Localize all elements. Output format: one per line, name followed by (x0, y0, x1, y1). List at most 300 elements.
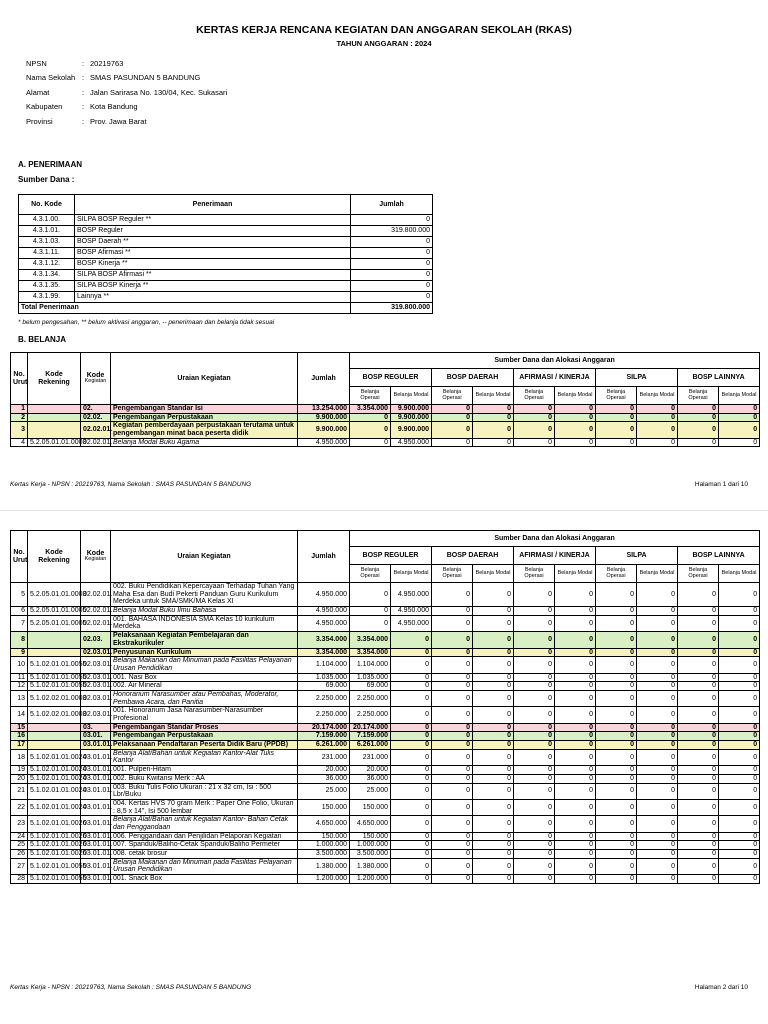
alokasi-cell: 0 (432, 413, 473, 422)
no-urut-cell: 23 (11, 816, 28, 832)
kode-kegiatan-cell: 02.02.01. (81, 615, 111, 631)
kode-kegiatan-cell: 02.03. (81, 632, 111, 648)
kode-kegiatan-cell: 03.01.01. (81, 766, 111, 775)
kode-rekening-cell: 5.1.02.01.01.0024 (28, 783, 81, 799)
alokasi-cell: 0 (391, 832, 432, 841)
alokasi-cell: 0 (637, 774, 678, 783)
alokasi-cell: 0 (432, 438, 473, 447)
penerimaan-name-cell: SILPA BOSP Afirmasi ** (75, 270, 351, 281)
alokasi-cell: 0 (637, 632, 678, 648)
alokasi-cell: 0 (719, 438, 760, 447)
alokasi-cell: 0 (391, 749, 432, 765)
uraian-cell: 001. Pulpen-Hitam (111, 766, 298, 775)
alokasi-cell: 4.950.000 (391, 438, 432, 447)
jumlah-cell: 231.000 (298, 749, 350, 765)
alokasi-cell: 0 (637, 841, 678, 850)
belanja-row (11, 682, 760, 691)
alokasi-cell: 0 (637, 749, 678, 765)
jumlah-cell: 7.159.000 (298, 732, 350, 741)
alokasi-cell: 0 (473, 816, 514, 832)
alokasi-cell: 0 (555, 816, 596, 832)
alokasi-cell: 0 (350, 438, 391, 447)
jumlah-cell: 150.000 (298, 832, 350, 841)
no-urut-cell: 1 (11, 405, 28, 414)
no-urut-cell: 16 (11, 732, 28, 741)
alokasi-cell: 0 (473, 648, 514, 657)
kode-kegiatan-cell: 02.02.01. (81, 583, 111, 607)
alokasi-cell: 0 (596, 405, 637, 414)
col-kegiatan-label: Kegiatan (84, 378, 107, 385)
alokasi-cell: 0 (514, 766, 555, 775)
uraian-cell: 001. Nasi Box (111, 673, 298, 682)
alokasi-cell: 25.000 (350, 783, 391, 799)
alokasi-cell: 0 (473, 413, 514, 422)
alokasi-cell: 0 (391, 766, 432, 775)
alokasi-cell: 0 (678, 732, 719, 741)
alokasi-cell: 0 (514, 632, 555, 648)
uraian-cell: Penyusunan Kurikulum (111, 648, 298, 657)
kode-kegiatan-cell: 02.03.01. (81, 690, 111, 706)
penerimaan-row (19, 248, 433, 259)
jumlah-cell: 6.261.000 (298, 741, 350, 750)
belanja-row (11, 723, 760, 732)
col-belanja-operasi: Belanja Operasi (350, 565, 391, 583)
kode-rekening-cell: 5.1.02.01.01.0055 (28, 657, 81, 673)
alokasi-cell: 0 (514, 858, 555, 874)
alokasi-cell: 0 (514, 690, 555, 706)
alokasi-cell: 0 (596, 657, 637, 673)
alokasi-cell: 0 (514, 615, 555, 631)
alokasi-cell: 0 (637, 690, 678, 706)
alokasi-cell: 0 (719, 405, 760, 414)
alokasi-cell: 0 (719, 741, 760, 750)
col-penerimaan: Penerimaan (75, 195, 351, 215)
footer-left-page2: Kertas Kerja - NPSN : 20219763, Nama Sekolah : SMAS PASUNDAN 5 BANDUNG (10, 984, 252, 991)
alokasi-cell: 0 (514, 438, 555, 447)
alokasi-cell: 0 (555, 832, 596, 841)
penerimaan-name-cell: BOSP Afirmasi ** (75, 248, 351, 259)
alokasi-cell: 4.650.000 (350, 816, 391, 832)
alokasi-cell: 0 (514, 749, 555, 765)
alokasi-cell: 0 (555, 774, 596, 783)
uraian-cell: Pengembangan Standar Isi (111, 405, 298, 414)
kode-rekening-cell: 5.1.02.01.01.0055 (28, 673, 81, 682)
alokasi-cell: 0 (678, 850, 719, 859)
kode-rekening-cell: 5.1.02.01.01.0024 (28, 749, 81, 765)
alokasi-cell: 0 (719, 732, 760, 741)
alokasi-cell: 0 (637, 422, 678, 438)
alokasi-cell: 0 (637, 799, 678, 815)
no-urut-cell: 9 (11, 648, 28, 657)
kode-kegiatan-cell: 02.02.01. (81, 607, 111, 616)
alokasi-cell: 0 (350, 413, 391, 422)
col-belanja-modal: Belanja Modal (719, 387, 760, 405)
kode-cell: 4.3.1.03. (19, 237, 75, 248)
alokasi-cell: 0 (432, 774, 473, 783)
alokasi-cell: 0 (473, 632, 514, 648)
alokasi-cell: 0 (432, 723, 473, 732)
alokasi-cell: 0 (719, 799, 760, 815)
alokasi-cell: 0 (432, 783, 473, 799)
identity-value: Kota Bandung (90, 102, 138, 112)
col-group: BOSP REGULER (350, 547, 432, 565)
alokasi-cell: 3.354.000 (350, 405, 391, 414)
kode-rekening-cell: 5.1.02.01.01.0055 (28, 858, 81, 874)
alokasi-cell: 0 (719, 841, 760, 850)
alokasi-cell: 0 (432, 850, 473, 859)
identity-value: Prov. Jawa Barat (90, 116, 147, 126)
belanja-row (11, 690, 760, 706)
no-urut-cell: 5 (11, 583, 28, 607)
alokasi-cell: 0 (432, 405, 473, 414)
col-belanja-modal: Belanja Modal (473, 387, 514, 405)
kode-rekening-cell (28, 741, 81, 750)
belanja-row (11, 732, 760, 741)
alokasi-cell: 0 (391, 690, 432, 706)
page-break (0, 510, 768, 511)
kode-kegiatan-cell: 02.02. (81, 413, 111, 422)
alokasi-cell: 0 (473, 438, 514, 447)
alokasi-cell: 0 (432, 841, 473, 850)
alokasi-cell: 0 (514, 607, 555, 616)
col-belanja-operasi: Belanja Operasi (596, 565, 637, 583)
col-kode-rekening: Kode Rekening (28, 531, 81, 583)
belanja-row (11, 799, 760, 815)
uraian-cell: 002. Buku Pendidikan Kepercayaan Terhadap Tuhan Yang Maha Esa dan Budi Pekerti Panduan Guru Kurikulum Merdeka untuk SMA/SMK/MA Kelas XI (111, 583, 298, 607)
belanja-row (11, 749, 760, 765)
jumlah-cell: 0 (351, 292, 433, 303)
alokasi-cell: 36.000 (350, 774, 391, 783)
alokasi-cell: 0 (432, 422, 473, 438)
penerimaan-name-cell: BOSP Reguler (75, 226, 351, 237)
col-group: BOSP LAINNYA (678, 547, 760, 565)
alokasi-cell: 1.035.000 (350, 673, 391, 682)
no-urut-cell: 21 (11, 783, 28, 799)
alokasi-cell: 69.000 (350, 682, 391, 691)
total-label: Total Penerimaan (19, 303, 351, 314)
alokasi-cell: 0 (596, 632, 637, 648)
alokasi-cell: 0 (678, 682, 719, 691)
penerimaan-name-cell: SILPA BOSP Kinerja ** (75, 281, 351, 292)
alokasi-cell: 0 (514, 413, 555, 422)
kode-rekening-cell: 5.1.02.01.01.0024 (28, 774, 81, 783)
kode-rekening-cell: 5.1.02.01.01.0024 (28, 766, 81, 775)
alokasi-cell: 0 (637, 583, 678, 607)
alokasi-cell: 0 (637, 816, 678, 832)
col-uraian: Uraian Kegiatan (111, 353, 298, 405)
alokasi-cell: 1.200.000 (350, 875, 391, 884)
alokasi-cell: 0 (637, 732, 678, 741)
jumlah-cell: 9.900.000 (298, 413, 350, 422)
alokasi-cell: 0 (678, 607, 719, 616)
no-urut-cell: 17 (11, 741, 28, 750)
belanja-row (11, 783, 760, 799)
alokasi-cell: 0 (719, 875, 760, 884)
col-kode-label: Kode (86, 371, 105, 379)
document-title: KERTAS KERJA RENCANA KEGIATAN DAN ANGGARAN SEKOLAH (RKAS) (196, 24, 572, 36)
col-group: AFIRMASI / KINERJA (514, 369, 596, 387)
identity-row (26, 85, 227, 100)
kode-rekening-cell: 5.1.02.01.01.0055 (28, 875, 81, 884)
kode-rekening-cell: 5.1.02.01.01.0055 (28, 682, 81, 691)
col-jumlah: Jumlah (351, 195, 433, 215)
jumlah-cell: 69.000 (298, 682, 350, 691)
penerimaan-row (19, 270, 433, 281)
penerimaan-name-cell: Lainnya ** (75, 292, 351, 303)
alokasi-cell: 0 (678, 413, 719, 422)
alokasi-cell: 0 (391, 875, 432, 884)
alokasi-cell: 0 (514, 832, 555, 841)
kode-kegiatan-cell: 02.02.01. (81, 422, 111, 438)
kode-rekening-cell: 5.2.05.01.01.0003 (28, 583, 81, 607)
alokasi-cell: 0 (637, 707, 678, 723)
alokasi-cell: 0 (391, 732, 432, 741)
alokasi-cell: 0 (432, 648, 473, 657)
belanja-row (11, 766, 760, 775)
kode-rekening-cell (28, 632, 81, 648)
jumlah-cell: 0 (351, 259, 433, 270)
identity-label: Nama Sekolah (26, 73, 76, 83)
alokasi-cell: 0 (596, 682, 637, 691)
alokasi-cell: 0 (391, 858, 432, 874)
alokasi-cell: 0 (719, 723, 760, 732)
identity-sep: : (82, 87, 85, 97)
belanja-row (11, 438, 760, 447)
alokasi-cell: 0 (391, 632, 432, 648)
alokasi-cell: 0 (596, 673, 637, 682)
alokasi-cell: 0 (514, 774, 555, 783)
alokasi-cell: 0 (678, 632, 719, 648)
uraian-cell: 006. Penggandaan dan Penjilidan Pelaporan Kegiatan (111, 832, 298, 841)
alokasi-cell: 0 (473, 774, 514, 783)
alokasi-cell: 0 (473, 766, 514, 775)
col-kode-rekening: Kode Rekening (28, 353, 81, 405)
alokasi-cell: 1.380.000 (350, 858, 391, 874)
kode-kegiatan-cell: 03.01.01. (81, 832, 111, 841)
col-belanja-modal: Belanja Modal (391, 387, 432, 405)
jumlah-cell: 13.254.000 (298, 405, 350, 414)
alokasi-cell: 4.950.000 (391, 583, 432, 607)
alokasi-cell: 0 (432, 673, 473, 682)
kode-rekening-cell (28, 405, 81, 414)
kode-rekening-cell (28, 732, 81, 741)
alokasi-cell: 3.500.000 (350, 850, 391, 859)
alokasi-cell: 0 (473, 673, 514, 682)
alokasi-cell: 0 (596, 648, 637, 657)
alokasi-cell: 0 (596, 841, 637, 850)
alokasi-cell: 0 (473, 832, 514, 841)
kode-cell: 4.3.1.12. (19, 259, 75, 270)
alokasi-cell: 0 (473, 858, 514, 874)
identity-label: NPSN (26, 58, 47, 68)
alokasi-cell: 0 (391, 648, 432, 657)
alokasi-cell: 0 (596, 783, 637, 799)
identity-label: Alamat (26, 87, 50, 97)
no-urut-cell: 24 (11, 832, 28, 841)
alokasi-cell: 0 (596, 615, 637, 631)
col-belanja-modal: Belanja Modal (719, 565, 760, 583)
belanja-row (11, 832, 760, 841)
uraian-cell: 002. Buku Kwitansi Merk : AA (111, 774, 298, 783)
no-urut-cell: 6 (11, 607, 28, 616)
alokasi-cell: 0 (473, 682, 514, 691)
alokasi-cell: 0 (555, 741, 596, 750)
no-urut-cell: 20 (11, 774, 28, 783)
alokasi-cell: 0 (555, 657, 596, 673)
jumlah-cell: 2.250.000 (298, 690, 350, 706)
col-group: SILPA (596, 369, 678, 387)
belanja-row (11, 422, 760, 438)
alokasi-cell: 0 (473, 405, 514, 414)
no-urut-cell: 13 (11, 690, 28, 706)
belanja-row (11, 850, 760, 859)
belanja-row (11, 657, 760, 673)
alokasi-cell: 0 (473, 607, 514, 616)
alokasi-cell: 0 (719, 783, 760, 799)
alokasi-cell: 0 (473, 723, 514, 732)
alokasi-cell: 0 (473, 422, 514, 438)
penerimaan-table (18, 194, 433, 314)
alokasi-cell: 0 (473, 732, 514, 741)
alokasi-cell: 0 (555, 583, 596, 607)
jumlah-cell: 25.000 (298, 783, 350, 799)
col-sumber-dana: Sumber Dana dan Alokasi Anggaran (350, 353, 760, 369)
alokasi-cell: 0 (555, 766, 596, 775)
jumlah-cell: 319.800.000 (351, 226, 433, 237)
alokasi-cell: 0 (514, 405, 555, 414)
belanja-row (11, 615, 760, 631)
alokasi-cell: 0 (678, 438, 719, 447)
col-no-urut: No. Urut (11, 353, 28, 405)
footer-page2-number: Halaman 2 dari 10 (694, 984, 748, 991)
kode-kegiatan-cell: 03.01.01. (81, 816, 111, 832)
jumlah-cell: 3.354.000 (298, 632, 350, 648)
alokasi-cell: 0 (596, 732, 637, 741)
kode-rekening-cell (28, 723, 81, 732)
alokasi-cell: 0 (350, 583, 391, 607)
col-group: BOSP DAERAH (432, 369, 514, 387)
col-jumlah: Jumlah (298, 353, 350, 405)
alokasi-cell: 0 (391, 816, 432, 832)
alokasi-cell: 0 (555, 707, 596, 723)
belanja-row (11, 673, 760, 682)
alokasi-cell: 0 (555, 749, 596, 765)
jumlah-cell: 0 (351, 281, 433, 292)
alokasi-cell: 2.250.000 (350, 707, 391, 723)
alokasi-cell: 0 (637, 673, 678, 682)
alokasi-cell: 0 (555, 799, 596, 815)
alokasi-cell: 0 (432, 615, 473, 631)
no-urut-cell: 25 (11, 841, 28, 850)
kode-cell: 4.3.1.35. (19, 281, 75, 292)
no-urut-cell: 3 (11, 422, 28, 438)
alokasi-cell: 0 (432, 607, 473, 616)
no-urut-cell: 14 (11, 707, 28, 723)
alokasi-cell: 0 (555, 690, 596, 706)
alokasi-cell: 0 (719, 774, 760, 783)
alokasi-cell: 0 (678, 690, 719, 706)
alokasi-cell: 0 (719, 657, 760, 673)
kode-rekening-cell (28, 648, 81, 657)
alokasi-cell: 0 (473, 707, 514, 723)
alokasi-cell: 0 (596, 858, 637, 874)
uraian-cell: Pengembangan Perpustakaan (111, 732, 298, 741)
no-urut-cell: 28 (11, 875, 28, 884)
alokasi-cell: 0 (473, 741, 514, 750)
no-urut-cell: 7 (11, 615, 28, 631)
alokasi-cell: 0 (719, 673, 760, 682)
jumlah-cell: 20.000 (298, 766, 350, 775)
section-penerimaan-title: A. PENERIMAAN (18, 160, 83, 169)
alokasi-cell: 0 (596, 749, 637, 765)
alokasi-cell: 0 (473, 657, 514, 673)
belanja-row (11, 858, 760, 874)
col-belanja-operasi: Belanja Operasi (514, 565, 555, 583)
belanja-row (11, 607, 760, 616)
alokasi-cell: 0 (678, 673, 719, 682)
identity-label: Provinsi (26, 116, 53, 126)
alokasi-cell: 0 (432, 816, 473, 832)
identity-sep: : (82, 116, 85, 126)
alokasi-cell: 0 (514, 583, 555, 607)
jumlah-cell: 0 (351, 270, 433, 281)
kode-rekening-cell (28, 413, 81, 422)
alokasi-cell: 0 (596, 766, 637, 775)
alokasi-cell: 20.174.000 (350, 723, 391, 732)
kode-kegiatan-cell: 03.01.01. (81, 774, 111, 783)
uraian-cell: Belanja Makanan dan Minuman pada Fasilitas Pelayanan Urusan Pendidikan (111, 858, 298, 874)
uraian-cell: Belanja Makanan dan Minuman pada Fasilitas Pelayanan Urusan Pendidikan (111, 657, 298, 673)
alokasi-cell: 0 (514, 682, 555, 691)
no-urut-cell: 15 (11, 723, 28, 732)
col-belanja-modal: Belanja Modal (637, 565, 678, 583)
alokasi-cell: 0 (637, 783, 678, 799)
alokasi-cell: 0 (678, 858, 719, 874)
col-group: SILPA (596, 547, 678, 565)
jumlah-cell: 1.380.000 (298, 858, 350, 874)
kode-kegiatan-cell: 03.01. (81, 732, 111, 741)
col-uraian: Uraian Kegiatan (111, 531, 298, 583)
kode-cell: 4.3.1.34. (19, 270, 75, 281)
alokasi-cell: 0 (473, 850, 514, 859)
col-group: BOSP DAERAH (432, 547, 514, 565)
alokasi-cell: 0 (514, 850, 555, 859)
alokasi-cell: 0 (678, 875, 719, 884)
alokasi-cell: 0 (719, 816, 760, 832)
identity-sep: : (82, 73, 85, 83)
kode-rekening-cell: 5.2.05.01.01.0005 (28, 607, 81, 616)
kode-rekening-cell: 5.1.02.01.01.0026 (28, 816, 81, 832)
alokasi-cell: 0 (719, 583, 760, 607)
alokasi-cell: 0 (637, 648, 678, 657)
alokasi-cell: 0 (596, 875, 637, 884)
alokasi-cell: 0 (596, 422, 637, 438)
alokasi-cell: 0 (391, 707, 432, 723)
alokasi-cell: 0 (678, 615, 719, 631)
alokasi-cell: 0 (432, 583, 473, 607)
alokasi-cell: 0 (719, 690, 760, 706)
alokasi-cell: 0 (596, 774, 637, 783)
penerimaan-row (19, 259, 433, 270)
col-kegiatan-label: Kegiatan (84, 556, 107, 563)
alokasi-cell: 0 (678, 583, 719, 607)
jumlah-cell: 9.900.000 (298, 422, 350, 438)
kode-rekening-cell: 5.1.02.01.01.0024 (28, 799, 81, 815)
penerimaan-name-cell: BOSP Kinerja ** (75, 259, 351, 270)
alokasi-cell: 0 (555, 632, 596, 648)
alokasi-cell: 0 (555, 673, 596, 682)
alokasi-cell: 0 (555, 607, 596, 616)
